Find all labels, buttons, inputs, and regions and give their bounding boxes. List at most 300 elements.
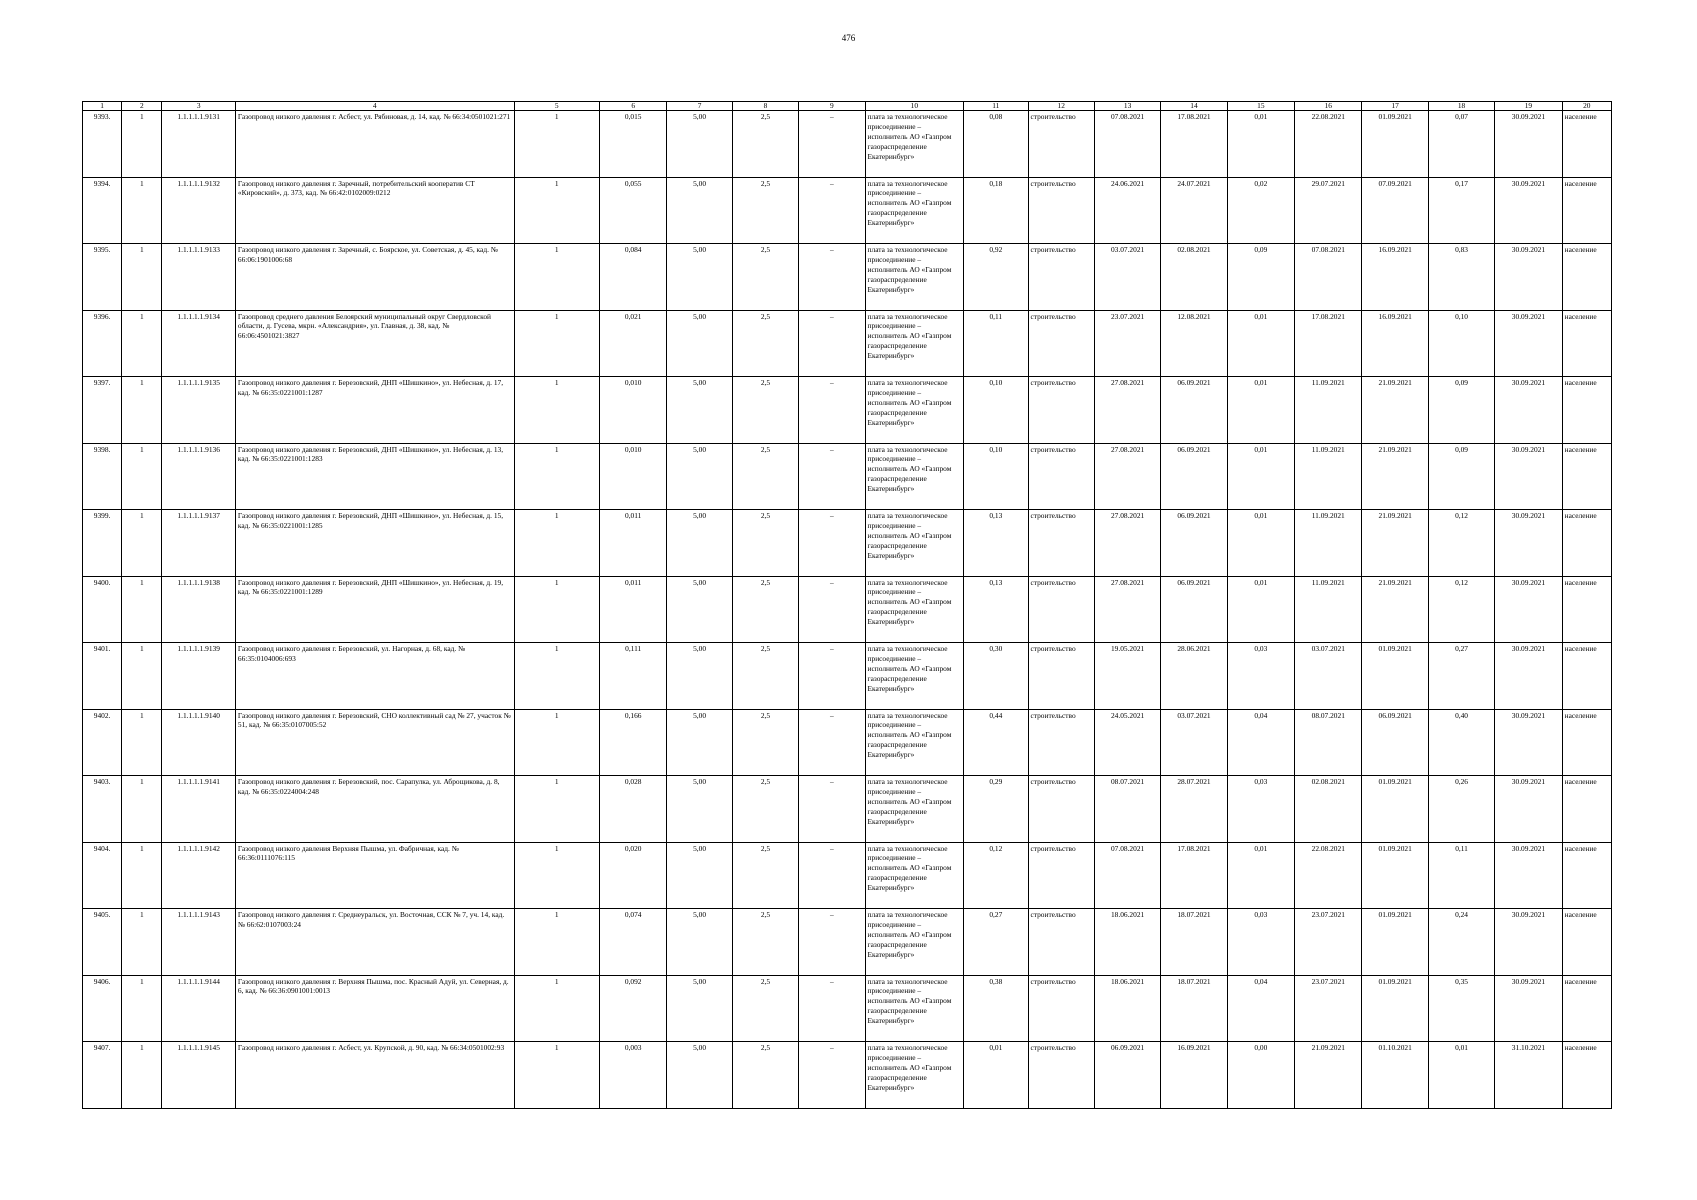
cell-col-19: 30.09.2021 — [1495, 377, 1562, 444]
cell-col-8: 2,5 — [732, 975, 798, 1042]
cell-col-3: 1.1.1.1.1.9138 — [162, 576, 235, 643]
cell-col-14: 24.07.2021 — [1161, 177, 1227, 244]
cell-col-4: Газопровод низкого давления г. Березовский, ул. Нагорная, д. 68, кад. № 66:35:0104006:693 — [235, 643, 514, 710]
cell-col-2: 1 — [122, 709, 162, 776]
cell-col-10: плата за технологическое присоединение – исполнитель АО «Газпром газораспределение Екатеринбург» — [865, 510, 964, 577]
cell-col-5: 1 — [514, 709, 600, 776]
cell-col-14: 28.06.2021 — [1161, 643, 1227, 710]
cell-col-20: население — [1562, 177, 1611, 244]
table-row — [83, 443, 1612, 510]
cell-col-13: 27.08.2021 — [1094, 377, 1160, 444]
cell-col-17: 16.09.2021 — [1362, 244, 1428, 311]
cell-col-6: 0,010 — [600, 443, 667, 510]
cell-col-16: 23.07.2021 — [1295, 975, 1362, 1042]
cell-col-9: – — [799, 576, 865, 643]
cell-col-14: 12.08.2021 — [1161, 310, 1227, 377]
cell-col-17: 21.09.2021 — [1362, 510, 1428, 577]
column-header-4: 4 — [235, 102, 514, 111]
table-row — [83, 310, 1612, 377]
cell-col-10: плата за технологическое присоединение – исполнитель АО «Газпром газораспределение Екатеринбург» — [865, 177, 964, 244]
cell-col-15: 0,01 — [1227, 576, 1294, 643]
cell-col-1: 9400. — [83, 576, 122, 643]
cell-col-20: население — [1562, 709, 1611, 776]
cell-col-16: 17.08.2021 — [1295, 310, 1362, 377]
cell-col-4: Газопровод низкого давления г. Березовский, ДНП «Шишкино», ул. Небесная, д. 17, кад. № 66:35:0221001:1287 — [235, 377, 514, 444]
column-header-1: 1 — [83, 102, 122, 111]
cell-col-11: 0,11 — [964, 310, 1028, 377]
column-header-20: 20 — [1562, 102, 1611, 111]
cell-col-2: 1 — [122, 443, 162, 510]
cell-col-18: 0,83 — [1428, 244, 1494, 311]
cell-col-19: 30.09.2021 — [1495, 643, 1562, 710]
cell-col-14: 06.09.2021 — [1161, 510, 1227, 577]
cell-col-16: 11.09.2021 — [1295, 576, 1362, 643]
cell-col-8: 2,5 — [732, 443, 798, 510]
cell-col-13: 23.07.2021 — [1094, 310, 1160, 377]
cell-col-1: 9395. — [83, 244, 122, 311]
cell-col-7: 5,00 — [667, 1042, 732, 1109]
cell-col-19: 30.09.2021 — [1495, 177, 1562, 244]
cell-col-3: 1.1.1.1.1.9135 — [162, 377, 235, 444]
cell-col-5: 1 — [514, 1042, 600, 1109]
cell-col-11: 0,10 — [964, 443, 1028, 510]
cell-col-1: 9405. — [83, 909, 122, 976]
cell-col-13: 27.08.2021 — [1094, 443, 1160, 510]
cell-col-15: 0,03 — [1227, 776, 1294, 843]
cell-col-18: 0,11 — [1428, 842, 1494, 909]
cell-col-6: 0,028 — [600, 776, 667, 843]
cell-col-2: 1 — [122, 244, 162, 311]
cell-col-5: 1 — [514, 643, 600, 710]
cell-col-5: 1 — [514, 443, 600, 510]
cell-col-4: Газопровод низкого давления г. Заречный, с. Боярское, ул. Советская, д. 45, кад. № 66:06:1901006:68 — [235, 244, 514, 311]
cell-col-8: 2,5 — [732, 709, 798, 776]
cell-col-3: 1.1.1.1.1.9143 — [162, 909, 235, 976]
cell-col-13: 07.08.2021 — [1094, 842, 1160, 909]
cell-col-18: 0,35 — [1428, 975, 1494, 1042]
cell-col-14: 16.09.2021 — [1161, 1042, 1227, 1109]
cell-col-14: 18.07.2021 — [1161, 909, 1227, 976]
cell-col-3: 1.1.1.1.1.9140 — [162, 709, 235, 776]
cell-col-5: 1 — [514, 975, 600, 1042]
cell-col-15: 0,03 — [1227, 909, 1294, 976]
cell-col-9: – — [799, 111, 865, 178]
cell-col-14: 17.08.2021 — [1161, 111, 1227, 178]
table-row — [83, 377, 1612, 444]
cell-col-17: 01.09.2021 — [1362, 776, 1428, 843]
cell-col-20: население — [1562, 643, 1611, 710]
cell-col-4: Газопровод низкого давления г. Заречный, потребительский кооператив СТ «Кировский», д. 373, кад. № 66:42:0102009:0212 — [235, 177, 514, 244]
cell-col-10: плата за технологическое присоединение – исполнитель АО «Газпром газораспределение Екатеринбург» — [865, 909, 964, 976]
cell-col-7: 5,00 — [667, 842, 732, 909]
cell-col-8: 2,5 — [732, 177, 798, 244]
table-body — [83, 111, 1612, 1109]
cell-col-8: 2,5 — [732, 310, 798, 377]
cell-col-19: 30.09.2021 — [1495, 310, 1562, 377]
cell-col-6: 0,020 — [600, 842, 667, 909]
cell-col-8: 2,5 — [732, 111, 798, 178]
cell-col-10: плата за технологическое присоединение – исполнитель АО «Газпром газораспределение Екатеринбург» — [865, 111, 964, 178]
cell-col-8: 2,5 — [732, 244, 798, 311]
column-header-14: 14 — [1161, 102, 1227, 111]
cell-col-5: 1 — [514, 510, 600, 577]
table-row — [83, 510, 1612, 577]
column-header-13: 13 — [1094, 102, 1160, 111]
table-row — [83, 244, 1612, 311]
cell-col-1: 9402. — [83, 709, 122, 776]
cell-col-10: плата за технологическое присоединение – исполнитель АО «Газпром газораспределение Екатеринбург» — [865, 842, 964, 909]
cell-col-17: 07.09.2021 — [1362, 177, 1428, 244]
cell-col-12: строительство — [1028, 709, 1094, 776]
cell-col-13: 27.08.2021 — [1094, 510, 1160, 577]
cell-col-8: 2,5 — [732, 643, 798, 710]
cell-col-10: плата за технологическое присоединение – исполнитель АО «Газпром газораспределение Екатеринбург» — [865, 576, 964, 643]
cell-col-8: 2,5 — [732, 909, 798, 976]
cell-col-10: плата за технологическое присоединение – исполнитель АО «Газпром газораспределение Екатеринбург» — [865, 776, 964, 843]
cell-col-19: 30.09.2021 — [1495, 576, 1562, 643]
cell-col-19: 30.09.2021 — [1495, 776, 1562, 843]
cell-col-6: 0,010 — [600, 377, 667, 444]
cell-col-7: 5,00 — [667, 909, 732, 976]
cell-col-18: 0,09 — [1428, 443, 1494, 510]
cell-col-3: 1.1.1.1.1.9131 — [162, 111, 235, 178]
cell-col-6: 0,092 — [600, 975, 667, 1042]
cell-col-7: 5,00 — [667, 975, 732, 1042]
cell-col-9: – — [799, 177, 865, 244]
cell-col-20: население — [1562, 909, 1611, 976]
cell-col-3: 1.1.1.1.1.9137 — [162, 510, 235, 577]
column-header-3: 3 — [162, 102, 235, 111]
cell-col-15: 0,01 — [1227, 377, 1294, 444]
cell-col-18: 0,09 — [1428, 377, 1494, 444]
cell-col-6: 0,166 — [600, 709, 667, 776]
table-row — [83, 643, 1612, 710]
cell-col-20: население — [1562, 1042, 1611, 1109]
cell-col-18: 0,17 — [1428, 177, 1494, 244]
cell-col-5: 1 — [514, 244, 600, 311]
cell-col-3: 1.1.1.1.1.9133 — [162, 244, 235, 311]
cell-col-1: 9396. — [83, 310, 122, 377]
column-header-15: 15 — [1227, 102, 1294, 111]
cell-col-13: 06.09.2021 — [1094, 1042, 1160, 1109]
cell-col-18: 0,10 — [1428, 310, 1494, 377]
cell-col-4: Газопровод среднего давления Белоярский муниципальный округ Свердловской области, д. Гусева, мкрн. «Александрия», ул. Главная, д. 38, кад. № 66:06:4501021:3827 — [235, 310, 514, 377]
cell-col-16: 23.07.2021 — [1295, 909, 1362, 976]
cell-col-1: 9399. — [83, 510, 122, 577]
cell-col-8: 2,5 — [732, 510, 798, 577]
table-row — [83, 1042, 1612, 1109]
cell-col-18: 0,01 — [1428, 1042, 1494, 1109]
cell-col-6: 0,011 — [600, 510, 667, 577]
cell-col-15: 0,02 — [1227, 177, 1294, 244]
cell-col-8: 2,5 — [732, 1042, 798, 1109]
cell-col-11: 0,12 — [964, 842, 1028, 909]
cell-col-4: Газопровод низкого давления г. Березовский, ДНП «Шишкино», ул. Небесная, д. 19, кад. № 66:35:0221001:1289 — [235, 576, 514, 643]
cell-col-15: 0,04 — [1227, 975, 1294, 1042]
cell-col-1: 9394. — [83, 177, 122, 244]
cell-col-2: 1 — [122, 975, 162, 1042]
cell-col-10: плата за технологическое присоединение – исполнитель АО «Газпром газораспределение Екатеринбург» — [865, 975, 964, 1042]
cell-col-12: строительство — [1028, 443, 1094, 510]
cell-col-15: 0,01 — [1227, 842, 1294, 909]
cell-col-7: 5,00 — [667, 244, 732, 311]
column-header-9: 9 — [799, 102, 865, 111]
cell-col-7: 5,00 — [667, 510, 732, 577]
table-row — [83, 177, 1612, 244]
cell-col-13: 27.08.2021 — [1094, 576, 1160, 643]
column-header-10: 10 — [865, 102, 964, 111]
cell-col-3: 1.1.1.1.1.9132 — [162, 177, 235, 244]
cell-col-18: 0,24 — [1428, 909, 1494, 976]
cell-col-15: 0,09 — [1227, 244, 1294, 311]
cell-col-19: 31.10.2021 — [1495, 1042, 1562, 1109]
cell-col-1: 9393. — [83, 111, 122, 178]
cell-col-12: строительство — [1028, 1042, 1094, 1109]
cell-col-12: строительство — [1028, 975, 1094, 1042]
cell-col-7: 5,00 — [667, 643, 732, 710]
cell-col-18: 0,40 — [1428, 709, 1494, 776]
table-header — [83, 102, 1612, 111]
cell-col-4: Газопровод низкого давления г. Березовский, ДНП «Шишкино», ул. Небесная, д. 13, кад. № 66:35:0221001:1283 — [235, 443, 514, 510]
cell-col-19: 30.09.2021 — [1495, 111, 1562, 178]
cell-col-12: строительство — [1028, 244, 1094, 311]
cell-col-6: 0,021 — [600, 310, 667, 377]
cell-col-20: население — [1562, 244, 1611, 311]
cell-col-20: население — [1562, 310, 1611, 377]
cell-col-17: 06.09.2021 — [1362, 709, 1428, 776]
cell-col-7: 5,00 — [667, 310, 732, 377]
table-row — [83, 776, 1612, 843]
cell-col-4: Газопровод низкого давления Верхняя Пышма, ул. Фабричная, кад. № 66:36:0111076:115 — [235, 842, 514, 909]
cell-col-9: – — [799, 310, 865, 377]
cell-col-14: 06.09.2021 — [1161, 377, 1227, 444]
cell-col-9: – — [799, 709, 865, 776]
cell-col-20: население — [1562, 975, 1611, 1042]
cell-col-2: 1 — [122, 377, 162, 444]
cell-col-2: 1 — [122, 643, 162, 710]
cell-col-2: 1 — [122, 576, 162, 643]
cell-col-3: 1.1.1.1.1.9142 — [162, 842, 235, 909]
cell-col-15: 0,01 — [1227, 111, 1294, 178]
cell-col-7: 5,00 — [667, 776, 732, 843]
cell-col-13: 08.07.2021 — [1094, 776, 1160, 843]
cell-col-10: плата за технологическое присоединение – исполнитель АО «Газпром газораспределение Екатеринбург» — [865, 310, 964, 377]
cell-col-13: 19.05.2021 — [1094, 643, 1160, 710]
cell-col-5: 1 — [514, 377, 600, 444]
cell-col-12: строительство — [1028, 643, 1094, 710]
cell-col-15: 0,01 — [1227, 310, 1294, 377]
column-header-6: 6 — [600, 102, 667, 111]
registry-table — [82, 101, 1612, 1109]
cell-col-17: 21.09.2021 — [1362, 576, 1428, 643]
cell-col-17: 01.09.2021 — [1362, 909, 1428, 976]
cell-col-9: – — [799, 443, 865, 510]
cell-col-16: 08.07.2021 — [1295, 709, 1362, 776]
cell-col-5: 1 — [514, 111, 600, 178]
cell-col-2: 1 — [122, 177, 162, 244]
cell-col-11: 0,13 — [964, 576, 1028, 643]
table-row — [83, 975, 1612, 1042]
cell-col-9: – — [799, 377, 865, 444]
cell-col-12: строительство — [1028, 776, 1094, 843]
cell-col-20: население — [1562, 377, 1611, 444]
cell-col-17: 01.09.2021 — [1362, 975, 1428, 1042]
cell-col-2: 1 — [122, 111, 162, 178]
column-header-7: 7 — [667, 102, 732, 111]
cell-col-1: 9403. — [83, 776, 122, 843]
cell-col-5: 1 — [514, 576, 600, 643]
cell-col-14: 02.08.2021 — [1161, 244, 1227, 311]
cell-col-6: 0,111 — [600, 643, 667, 710]
cell-col-19: 30.09.2021 — [1495, 909, 1562, 976]
cell-col-9: – — [799, 244, 865, 311]
cell-col-20: население — [1562, 510, 1611, 577]
cell-col-5: 1 — [514, 909, 600, 976]
cell-col-15: 0,01 — [1227, 510, 1294, 577]
cell-col-18: 0,07 — [1428, 111, 1494, 178]
cell-col-16: 03.07.2021 — [1295, 643, 1362, 710]
cell-col-2: 1 — [122, 909, 162, 976]
cell-col-7: 5,00 — [667, 576, 732, 643]
cell-col-7: 5,00 — [667, 377, 732, 444]
cell-col-5: 1 — [514, 842, 600, 909]
table-row — [83, 909, 1612, 976]
cell-col-9: – — [799, 510, 865, 577]
column-header-2: 2 — [122, 102, 162, 111]
cell-col-3: 1.1.1.1.1.9144 — [162, 975, 235, 1042]
table-row — [83, 576, 1612, 643]
cell-col-3: 1.1.1.1.1.9145 — [162, 1042, 235, 1109]
cell-col-2: 1 — [122, 310, 162, 377]
cell-col-1: 9401. — [83, 643, 122, 710]
cell-col-14: 17.08.2021 — [1161, 842, 1227, 909]
cell-col-3: 1.1.1.1.1.9141 — [162, 776, 235, 843]
cell-col-11: 0,30 — [964, 643, 1028, 710]
cell-col-10: плата за технологическое присоединение – исполнитель АО «Газпром газораспределение Екатеринбург» — [865, 1042, 964, 1109]
cell-col-17: 01.09.2021 — [1362, 111, 1428, 178]
cell-col-13: 03.07.2021 — [1094, 244, 1160, 311]
cell-col-6: 0,015 — [600, 111, 667, 178]
cell-col-11: 0,29 — [964, 776, 1028, 843]
column-header-12: 12 — [1028, 102, 1094, 111]
cell-col-6: 0,011 — [600, 576, 667, 643]
cell-col-9: – — [799, 842, 865, 909]
cell-col-11: 0,13 — [964, 510, 1028, 577]
cell-col-12: строительство — [1028, 510, 1094, 577]
cell-col-8: 2,5 — [732, 576, 798, 643]
cell-col-4: Газопровод низкого давления г. Асбест, ул. Крупской, д. 90, кад. № 66:34:0501002:93 — [235, 1042, 514, 1109]
cell-col-10: плата за технологическое присоединение – исполнитель АО «Газпром газораспределение Екатеринбург» — [865, 643, 964, 710]
cell-col-15: 0,00 — [1227, 1042, 1294, 1109]
header-row — [83, 102, 1612, 111]
cell-col-20: население — [1562, 111, 1611, 178]
cell-col-3: 1.1.1.1.1.9134 — [162, 310, 235, 377]
cell-col-12: строительство — [1028, 310, 1094, 377]
table-row — [83, 111, 1612, 178]
cell-col-11: 0,10 — [964, 377, 1028, 444]
column-header-19: 19 — [1495, 102, 1562, 111]
cell-col-15: 0,04 — [1227, 709, 1294, 776]
column-header-17: 17 — [1362, 102, 1428, 111]
cell-col-10: плата за технологическое присоединение – исполнитель АО «Газпром газораспределение Екатеринбург» — [865, 244, 964, 311]
cell-col-19: 30.09.2021 — [1495, 443, 1562, 510]
column-header-8: 8 — [732, 102, 798, 111]
cell-col-11: 0,01 — [964, 1042, 1028, 1109]
cell-col-2: 1 — [122, 510, 162, 577]
cell-col-11: 0,08 — [964, 111, 1028, 178]
cell-col-10: плата за технологическое присоединение – исполнитель АО «Газпром газораспределение Екатеринбург» — [865, 443, 964, 510]
cell-col-4: Газопровод низкого давления г. Верхняя Пышма, пос. Красный Адуй, ул. Северная, д. 6, кад. № 66:36:0901001:0013 — [235, 975, 514, 1042]
cell-col-20: население — [1562, 842, 1611, 909]
cell-col-19: 30.09.2021 — [1495, 975, 1562, 1042]
table-row — [83, 709, 1612, 776]
cell-col-10: плата за технологическое присоединение – исполнитель АО «Газпром газораспределение Екатеринбург» — [865, 709, 964, 776]
cell-col-4: Газопровод низкого давления г. Среднеуральск, ул. Восточная, ССК № 7, уч. 14, кад. № 66:62:0107003:24 — [235, 909, 514, 976]
cell-col-15: 0,01 — [1227, 443, 1294, 510]
cell-col-16: 11.09.2021 — [1295, 510, 1362, 577]
cell-col-19: 30.09.2021 — [1495, 709, 1562, 776]
cell-col-20: население — [1562, 576, 1611, 643]
page-number: 476 — [841, 33, 856, 43]
cell-col-12: строительство — [1028, 111, 1094, 178]
cell-col-16: 07.08.2021 — [1295, 244, 1362, 311]
cell-col-11: 0,38 — [964, 975, 1028, 1042]
cell-col-16: 11.09.2021 — [1295, 377, 1362, 444]
table-row — [83, 842, 1612, 909]
cell-col-1: 9406. — [83, 975, 122, 1042]
cell-col-6: 0,074 — [600, 909, 667, 976]
cell-col-12: строительство — [1028, 576, 1094, 643]
cell-col-11: 0,44 — [964, 709, 1028, 776]
cell-col-12: строительство — [1028, 842, 1094, 909]
cell-col-19: 30.09.2021 — [1495, 510, 1562, 577]
cell-col-20: население — [1562, 443, 1611, 510]
cell-col-7: 5,00 — [667, 177, 732, 244]
cell-col-20: население — [1562, 776, 1611, 843]
column-header-5: 5 — [514, 102, 600, 111]
cell-col-4: Газопровод низкого давления г. Березовский, СНО коллективный сад № 27, участок № 51, кад. № 66:35:0107005:52 — [235, 709, 514, 776]
cell-col-16: 02.08.2021 — [1295, 776, 1362, 843]
cell-col-6: 0,003 — [600, 1042, 667, 1109]
cell-col-19: 30.09.2021 — [1495, 842, 1562, 909]
cell-col-13: 24.06.2021 — [1094, 177, 1160, 244]
cell-col-2: 1 — [122, 842, 162, 909]
cell-col-17: 01.10.2021 — [1362, 1042, 1428, 1109]
cell-col-14: 06.09.2021 — [1161, 443, 1227, 510]
cell-col-13: 18.06.2021 — [1094, 909, 1160, 976]
cell-col-9: – — [799, 975, 865, 1042]
cell-col-14: 28.07.2021 — [1161, 776, 1227, 843]
cell-col-11: 0,27 — [964, 909, 1028, 976]
cell-col-3: 1.1.1.1.1.9136 — [162, 443, 235, 510]
cell-col-13: 18.06.2021 — [1094, 975, 1160, 1042]
cell-col-8: 2,5 — [732, 377, 798, 444]
cell-col-14: 03.07.2021 — [1161, 709, 1227, 776]
cell-col-4: Газопровод низкого давления г. Асбест, ул. Рябиновая, д. 14, кад. № 66:34:0501021:271 — [235, 111, 514, 178]
cell-col-3: 1.1.1.1.1.9139 — [162, 643, 235, 710]
cell-col-17: 01.09.2021 — [1362, 643, 1428, 710]
cell-col-9: – — [799, 643, 865, 710]
cell-col-7: 5,00 — [667, 443, 732, 510]
cell-col-16: 22.08.2021 — [1295, 842, 1362, 909]
cell-col-9: – — [799, 909, 865, 976]
cell-col-16: 11.09.2021 — [1295, 443, 1362, 510]
cell-col-17: 16.09.2021 — [1362, 310, 1428, 377]
cell-col-12: строительство — [1028, 177, 1094, 244]
cell-col-6: 0,084 — [600, 244, 667, 311]
cell-col-19: 30.09.2021 — [1495, 244, 1562, 311]
cell-col-4: Газопровод низкого давления г. Березовский, ДНП «Шишкино», ул. Небесная, д. 15, кад. № 66:35:0221001:1285 — [235, 510, 514, 577]
